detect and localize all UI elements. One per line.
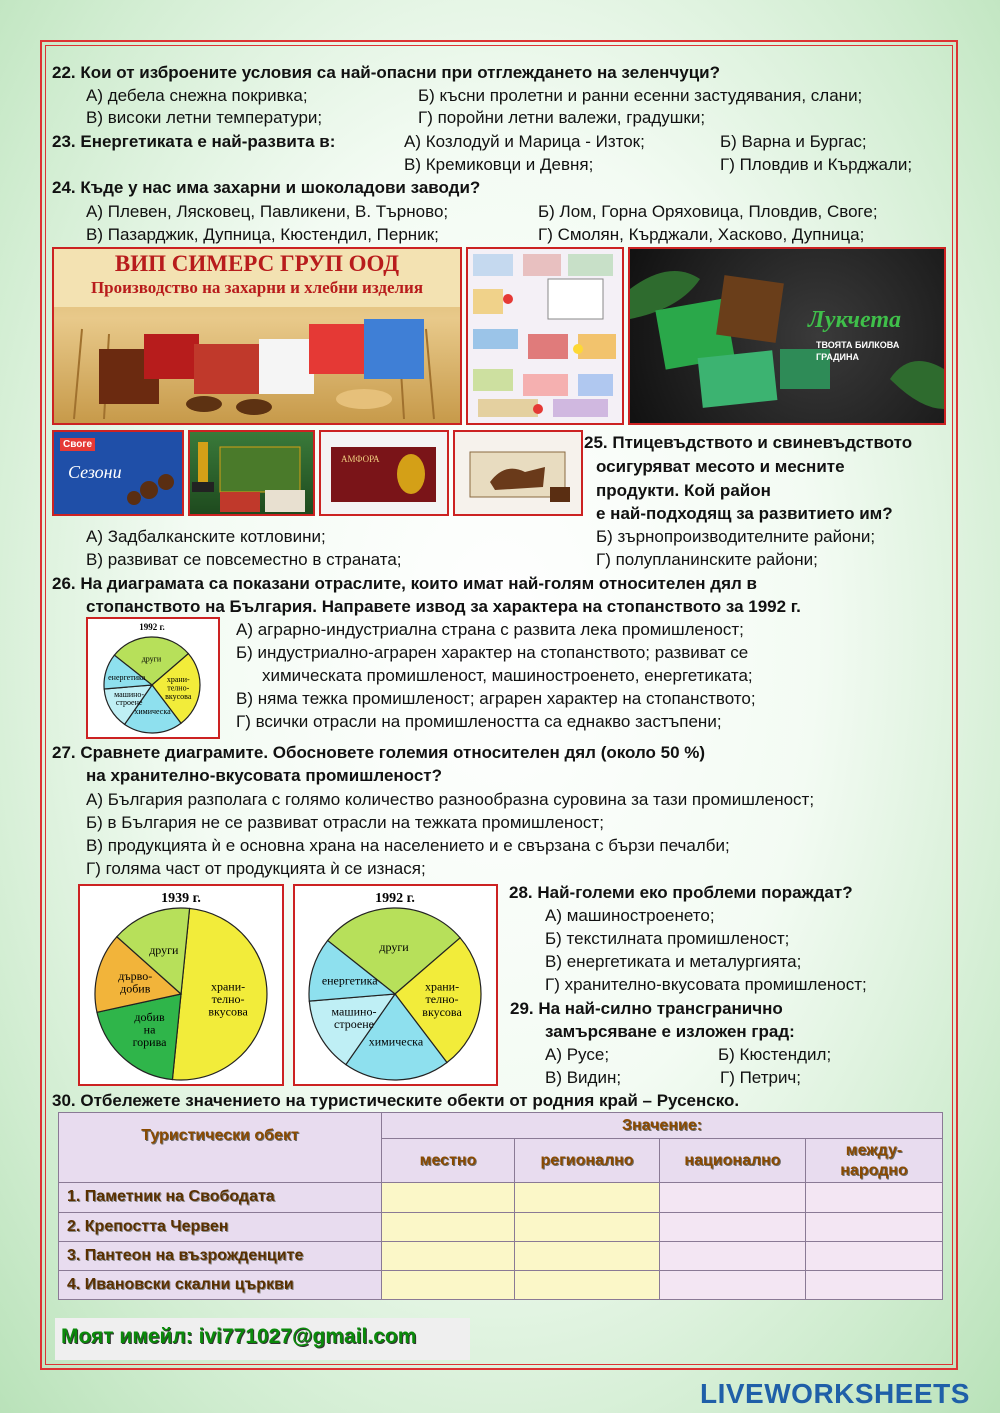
- q26-option-b-line1[interactable]: Б) индустриално-аграрен характер на стопанството; развиват се: [236, 643, 749, 662]
- cell-row2-national[interactable]: [660, 1212, 806, 1241]
- cell-row3-national[interactable]: [660, 1241, 806, 1270]
- table-row-label: 4. Ивановски скални църкви: [59, 1270, 382, 1299]
- col-header-regional: регионално: [515, 1139, 660, 1183]
- amfora-chocolate-image: [319, 430, 449, 516]
- pie-slice-label: вкусова: [208, 1004, 248, 1019]
- q29-option-b[interactable]: Б) Кюстендил;: [718, 1045, 832, 1064]
- q24-option-d[interactable]: Г) Смолян, Кърджали, Хасково, Дупница;: [538, 225, 865, 244]
- q28-question: 28. Най-големи еко проблеми пораждат?: [509, 883, 853, 902]
- cell-row2-regional[interactable]: [515, 1212, 660, 1241]
- pie-slice-label: химическа: [134, 707, 171, 717]
- col-header-object: Туристически обект: [59, 1113, 382, 1183]
- banner-image-vip-simers: [52, 247, 462, 425]
- pie-slice-label: машино-: [331, 1004, 377, 1019]
- pie-slice-label: добив: [120, 981, 151, 996]
- q24-option-a[interactable]: А) Плевен, Лясковец, Павликени, В. Търново;: [86, 202, 449, 221]
- q29-question-line2: замърсяване е изложен град:: [545, 1022, 795, 1041]
- pie-title: 1992 г.: [375, 891, 415, 906]
- author-email: Моят имейл: ivi771027@gmail.com: [55, 1318, 470, 1360]
- cell-row1-local[interactable]: [382, 1183, 515, 1212]
- q25-question-line1: 25. Птицевъдството и свиневъдството: [584, 433, 913, 452]
- cell-row4-international[interactable]: [806, 1270, 943, 1299]
- q25-option-b[interactable]: Б) зърнопроизводителните райони;: [596, 527, 876, 546]
- pie-title: 1992 г.: [139, 622, 165, 632]
- q22-option-b[interactable]: Б) късни пролетни и ранни есенни застудявания, слани;: [418, 86, 863, 105]
- pie-slice-label: строене: [115, 698, 143, 708]
- q26-option-c[interactable]: В) няма тежка промишленост; аграрен характер на стопанството;: [236, 689, 756, 708]
- q22-option-c[interactable]: В) високи летни температури;: [86, 108, 323, 127]
- col-header-group: Значение:: [382, 1113, 943, 1139]
- cell-row1-regional[interactable]: [515, 1183, 660, 1212]
- q23-option-b[interactable]: Б) Варна и Бургас;: [720, 132, 867, 151]
- pie-slice-label: храни-: [210, 979, 246, 994]
- cell-row1-international[interactable]: [806, 1183, 943, 1212]
- catalog-image: [466, 247, 624, 425]
- pie-1939-svg: [80, 886, 282, 1084]
- col-header-international-line1: между-: [845, 1141, 903, 1159]
- pie-slice-label: дърво-: [118, 968, 153, 983]
- q23-option-c[interactable]: В) Кремиковци и Девня;: [404, 155, 594, 174]
- svoge-brand: Своге: [60, 438, 95, 451]
- cell-row2-international[interactable]: [806, 1212, 943, 1241]
- q26-option-a[interactable]: А) аграрно-индустриална страна с развита лека промишленост;: [236, 620, 744, 639]
- q25-question-line3: продукти. Кой район: [596, 481, 771, 500]
- svg-text:АМФОРА: АМФОРА: [341, 454, 380, 464]
- table-row-label: 2. Крепостта Червен: [59, 1212, 382, 1241]
- q26-question-line2: стопанството на България. Направете извод за характера на стопанството за 1992 г.: [86, 597, 801, 616]
- q24-option-b[interactable]: Б) Лом, Горна Оряховица, Пловдив, Своге;: [538, 202, 878, 221]
- chariot-chocolate-image: [453, 430, 583, 516]
- col-header-international-line2: народно: [840, 1161, 908, 1179]
- pie-slice-label: вкусова: [165, 691, 192, 701]
- q22-option-d[interactable]: Г) поройни летни валежи, градушки;: [418, 108, 706, 127]
- table-row-label: 1. Паметник на Свободата: [59, 1183, 382, 1212]
- pie-1992-large-svg: [295, 886, 496, 1084]
- pie-chart-1939: [78, 884, 284, 1086]
- col-header-national: национално: [660, 1139, 806, 1183]
- q27-option-c[interactable]: В) продукцията ѝ е основна храна на населението и е свързана с бързи печалби;: [86, 836, 730, 855]
- pie-title: 1939 г.: [161, 891, 201, 906]
- q25-option-c[interactable]: В) развиват се повсеместно в страната;: [86, 550, 402, 569]
- q23-question: 23. Енергетиката е най-развита в:: [52, 132, 336, 151]
- q22-option-a[interactable]: А) дебела снежна покривка;: [86, 86, 308, 105]
- tea-slogan: ТВОЯТА БИЛКОВА ГРАДИНА: [816, 340, 900, 362]
- q27-option-a[interactable]: А) България разполага с голямо количество разнообразна суровина за тази промишленост;: [86, 790, 815, 809]
- pie-slice-label: енергетика: [321, 973, 378, 988]
- q26-option-b-line2[interactable]: химическата промишленост, машиностроенето, енергетиката;: [262, 666, 753, 685]
- q29-option-c[interactable]: В) Видин;: [545, 1068, 622, 1087]
- q29-option-a[interactable]: А) Русе;: [545, 1045, 610, 1064]
- pie-slice-label: телно-: [211, 991, 245, 1006]
- pie-slice-label: горива: [132, 1035, 167, 1050]
- pie-chart-1992-small: [86, 617, 220, 739]
- liveworksheets-logo: LIVEWORKSHEETS: [700, 1378, 970, 1409]
- pie-slice-label: строене: [334, 1017, 374, 1032]
- tea-brand: Лукчета: [808, 307, 902, 333]
- q26-question-line1: 26. На диаграмата са показани отраслите, които имат най-голям относителен дял в: [52, 574, 757, 593]
- cell-row4-local[interactable]: [382, 1270, 515, 1299]
- pie-slice-label: вкусова: [422, 1004, 462, 1019]
- q27-question-line2: на хранително-вкусовата промишленост?: [86, 766, 442, 785]
- svoge-seasons-image: [52, 430, 184, 516]
- q27-question-line1: 27. Сравнете диаграмите. Обосновете големия относителен дял (около 50 %): [52, 743, 706, 762]
- q25-question-line2: осигуряват месото и месните: [596, 457, 845, 476]
- pie-slice-label: други: [379, 939, 409, 954]
- pie-slice-label: добив: [134, 1009, 165, 1024]
- q28-option-a[interactable]: А) машиностроенето;: [545, 906, 715, 925]
- cell-row3-local[interactable]: [382, 1241, 515, 1270]
- chocolate-trophy-image: [188, 430, 315, 516]
- q26-option-d[interactable]: Г) всички отрасли на промишлеността са еднакво застъпени;: [236, 712, 722, 731]
- pie-slice-label: телно-: [167, 683, 190, 693]
- banner-title: ВИП СИМЕРС ГРУП ООД: [114, 251, 400, 276]
- tourism-table: [58, 1112, 943, 1300]
- q30-question: 30. Отбележете значението на туристическите обекти от родния край – Русенско.: [52, 1091, 740, 1110]
- q23-option-a[interactable]: А) Козлодуй и Марица - Изток;: [404, 132, 645, 151]
- q23-option-d[interactable]: Г) Пловдив и Кърджали;: [720, 155, 913, 174]
- pie-slice-label: храни-: [166, 675, 190, 685]
- cell-row4-regional[interactable]: [515, 1270, 660, 1299]
- q29-question-line1: 29. На най-силно трансгранично: [510, 999, 783, 1018]
- pie-slice-label: други: [149, 943, 179, 958]
- cell-row4-national[interactable]: [660, 1270, 806, 1299]
- cell-row2-local[interactable]: [382, 1212, 515, 1241]
- q22-question: 22. Кои от изброените условия са най-опасни при отглеждането на зеленчуци?: [52, 63, 721, 82]
- pie-slice-label: храни-: [424, 979, 460, 994]
- q25-option-a[interactable]: А) Задбалканските котловини;: [86, 527, 326, 546]
- tea-product-image: [628, 247, 946, 425]
- q27-option-b[interactable]: Б) в България не се развиват отрасли на тежката промишленост;: [86, 813, 604, 832]
- table-row-label: 3. Пантеон на възрожденците: [59, 1241, 382, 1270]
- col-header-international: [806, 1139, 943, 1183]
- q25-option-d[interactable]: Г) полупланинските райони;: [596, 550, 818, 569]
- pie-chart-1992-large: [293, 884, 498, 1086]
- q27-option-d[interactable]: Г) голяма част от продукцията ѝ се изнася;: [86, 859, 426, 878]
- cell-row3-international[interactable]: [806, 1241, 943, 1270]
- col-header-local: местно: [382, 1139, 515, 1183]
- banner-subtitle: Производство на захарни и хлебни изделия: [90, 278, 424, 297]
- pie-slice-label: на: [143, 1022, 156, 1037]
- pie-slice-label: други: [141, 654, 162, 664]
- q25-question-line4: е най-подходящ за развитието им?: [596, 504, 893, 523]
- pie-slice-label: телно-: [425, 992, 459, 1007]
- q28-option-b[interactable]: Б) текстилната промишленост;: [545, 929, 790, 948]
- svoge-product: Сезони: [68, 462, 122, 482]
- pie-slice-label: машино-: [114, 689, 145, 699]
- q28-option-c[interactable]: В) енергетиката и металургията;: [545, 952, 802, 971]
- cell-row3-regional[interactable]: [515, 1241, 660, 1270]
- q29-option-d[interactable]: Г) Петрич;: [720, 1068, 802, 1087]
- pie-slice-label: енергетика: [108, 673, 146, 683]
- pie-1992-small-svg: [88, 619, 218, 737]
- q24-option-c[interactable]: В) Пазарджик, Дупница, Кюстендил, Перник;: [86, 225, 439, 244]
- pie-slice-label: химическа: [368, 1034, 424, 1049]
- cell-row1-national[interactable]: [660, 1183, 806, 1212]
- q28-option-d[interactable]: Г) хранително-вкусовата промишленост;: [545, 975, 867, 994]
- q24-question: 24. Къде у нас има захарни и шоколадови заводи?: [52, 178, 481, 197]
